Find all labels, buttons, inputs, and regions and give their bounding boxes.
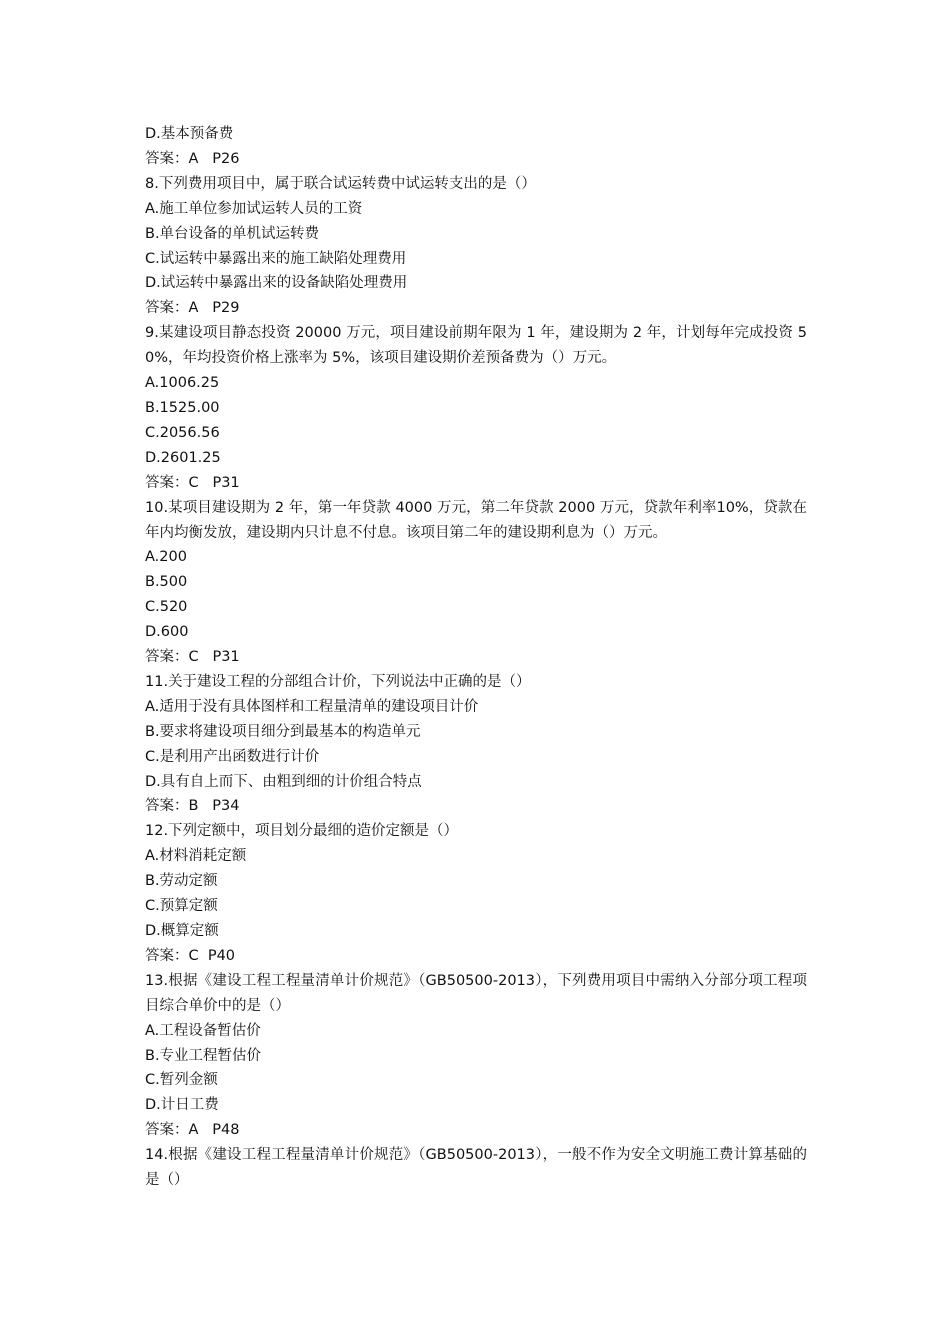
option-line: B.单台设备的单机试运转费 [145, 225, 320, 242]
question-line: 9.某建设项目静态投资 20000 万元，项目建设前期年限为 1 年，建设期为 2 年，计划每年完成投资 50%，年均投资价格上涨率为 5%，该项目建设期价差预备费为（）万元。 [145, 325, 807, 367]
option-line: C.预算定额 [145, 898, 218, 915]
answer-line: 答案：A P26 [145, 150, 240, 167]
question-line: 10.某项目建设期为 2 年，第一年贷款 4000 万元，第二年贷款 2000 万元，贷款年利率10%，贷款在年内均衡发放，建设期内只计息不付息。该项目第二年的建设期利息为（）万元。 [145, 499, 807, 541]
option-line: C.暂列金额 [145, 1072, 218, 1089]
option-line: B.专业工程暂估价 [145, 1047, 262, 1064]
document-page [145, 122, 807, 1193]
option-line: A.工程设备暂估价 [145, 1022, 261, 1039]
answer-line: 答案：B P34 [145, 798, 240, 815]
option-line: D.600 [145, 624, 189, 641]
option-line: D.基本预备费 [145, 126, 234, 142]
option-line: C.520 [145, 599, 188, 616]
question-line: 11.关于建设工程的分部组合计价，下列说法中正确的是（） [145, 673, 531, 690]
option-line: A.施工单位参加试运转人员的工资 [145, 200, 363, 217]
question-line: 12.下列定额中，项目划分最细的造价定额是（） [145, 823, 459, 840]
question-line: 13.根据《建设工程工程量清单计价规范》（GB50500-2013），下列费用项目中需纳入分部分项工程项目综合单价中的是（） [145, 972, 807, 1014]
option-line: B.要求将建设项目细分到最基本的构造单元 [145, 723, 421, 740]
option-line: A.适用于没有具体图样和工程量清单的建设项目计价 [145, 698, 479, 715]
question-line: 14.根据《建设工程工程量清单计价规范》（GB50500-2013），一般不作为安全文明施工费计算基础的是（） [145, 1147, 807, 1189]
option-line: B.1525.00 [145, 399, 220, 416]
option-line: C.2056.56 [145, 424, 220, 441]
option-line: A.1006.25 [145, 375, 220, 392]
option-line: C.试运转中暴露出来的施工缺陷处理费用 [145, 250, 407, 267]
answer-line: 答案：A P29 [145, 300, 240, 317]
option-line: B.劳动定额 [145, 873, 218, 890]
answer-line: 答案：C P40 [145, 947, 236, 964]
answer-line: 答案：C P31 [145, 474, 240, 491]
answer-line: 答案：C P31 [145, 649, 240, 666]
option-line: C.是利用产出函数进行计价 [145, 748, 320, 765]
option-line: A.材料消耗定额 [145, 848, 247, 865]
option-line: B.500 [145, 574, 188, 591]
option-line: D.计日工费 [145, 1097, 219, 1114]
answer-line: 答案：A P48 [145, 1122, 240, 1139]
question-line: 8.下列费用项目中，属于联合试运转费中试运转支出的是（） [145, 175, 536, 192]
option-line: A.200 [145, 549, 187, 566]
option-line: D.2601.25 [145, 449, 221, 466]
option-line: D.试运转中暴露出来的设备缺陷处理费用 [145, 275, 408, 292]
option-line: D.具有自上而下、由粗到细的计价组合特点 [145, 773, 422, 790]
option-line: D.概算定额 [145, 923, 219, 939]
